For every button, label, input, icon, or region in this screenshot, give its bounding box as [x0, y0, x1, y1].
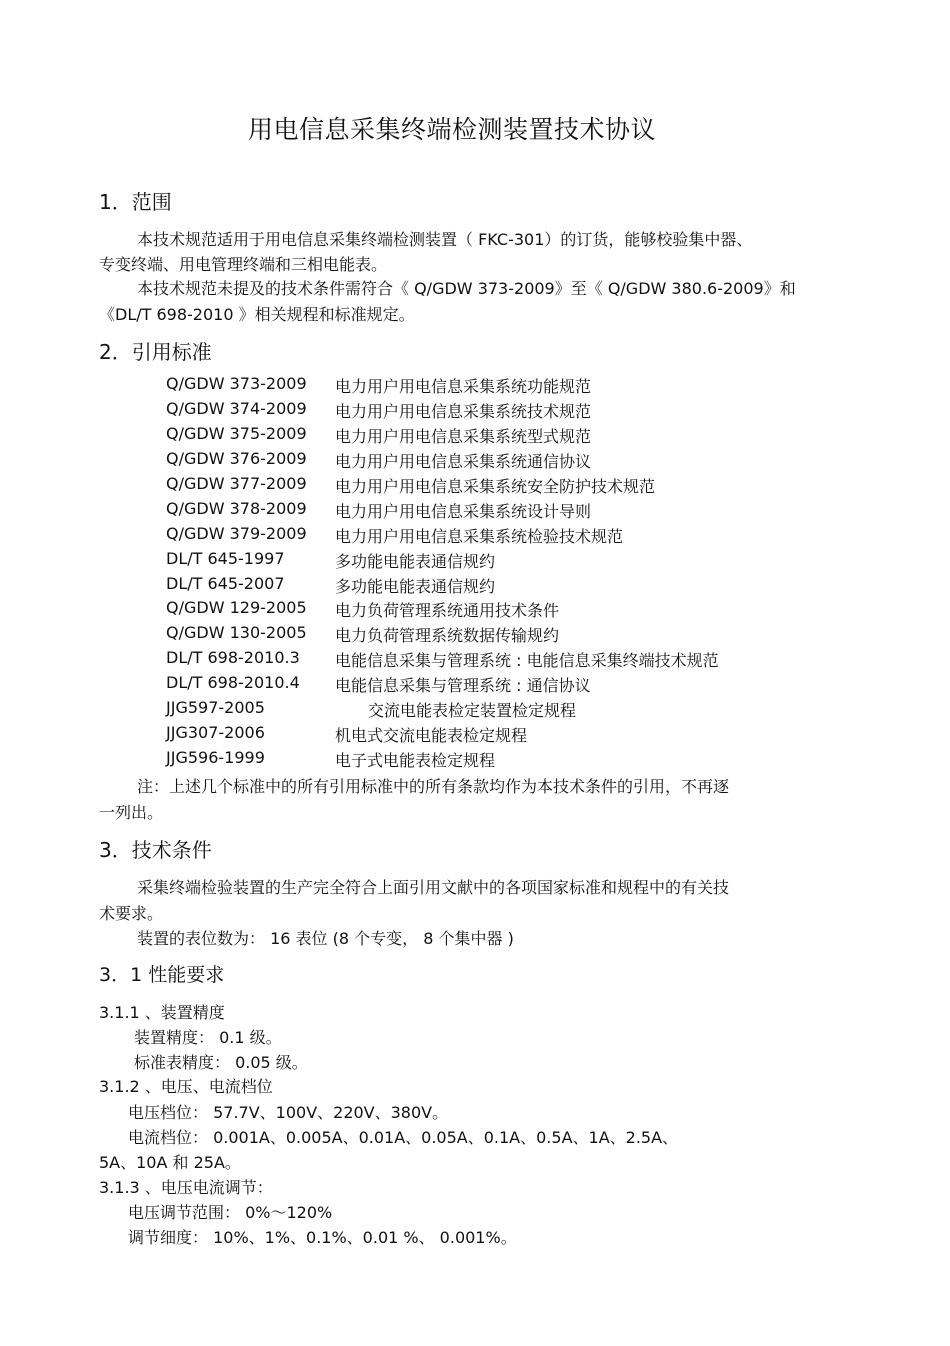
standard-code: Q/GDW 130-2005: [166, 623, 307, 643]
standard-name: 电力用户用电信息采集系统安全防护技术规范: [335, 476, 656, 496]
voltage-adjust-range-line: 电压调节范围： 0%～120%: [128, 1203, 333, 1222]
section-3-heading: 3．技术条件: [99, 838, 212, 862]
section-3-paragraph-1-line-2: 术要求。: [99, 904, 164, 923]
standard-code: Q/GDW 378-2009: [166, 498, 307, 518]
standard-meter-accuracy-line: 标准表精度： 0.05 级。: [134, 1053, 308, 1072]
current-ranges-line-2: 5A、10A 和 25A。: [99, 1153, 241, 1172]
standard-name: 电力用户用电信息采集系统通信协议: [335, 451, 592, 471]
adjust-resolution-line: 调节细度： 10%、1%、0.1%、0.01 %、 0.001%。: [128, 1228, 517, 1247]
standard-name: 电力用户用电信息采集系统设计导则: [335, 501, 592, 521]
standard-name: 电力负荷管理系统数据传输规约: [335, 626, 560, 646]
section-1-paragraph-1-line-1: 本技术规范适用于用电信息采集终端检测装置（ FKC-301）的订货，能够校验集中器、: [137, 230, 753, 249]
standard-name: 电能信息采集与管理系统 : 通信协议: [335, 676, 591, 696]
device-accuracy-line: 装置精度： 0.1 级。: [134, 1028, 282, 1047]
standard-code: JJG307-2006: [166, 723, 265, 743]
section-3-1-1-heading: 3.1.1 、装置精度: [99, 1003, 225, 1022]
standard-name: 电力用户用电信息采集系统技术规范: [335, 401, 592, 421]
section-1-paragraph-1-line-2: 专变终端、用电管理终端和三相电能表。: [99, 255, 388, 274]
standard-name: 电能信息采集与管理系统 : 电能信息采集终端技术规范: [335, 651, 719, 671]
standard-name: 电力用户用电信息采集系统功能规范: [335, 377, 592, 396]
section-2-heading: 2．引用标准: [99, 340, 212, 364]
standard-code: Q/GDW 377-2009: [166, 473, 307, 493]
standard-name: 交流电能表检定装置检定规程: [368, 701, 577, 721]
standard-code: Q/GDW 375-2009: [166, 423, 307, 443]
section-2-note-line-1: 注：上述几个标准中的所有引用标准中的所有条款均作为本技术条件的引用，不再逐: [137, 777, 730, 796]
voltage-ranges-line: 电压档位： 57.7V、100V、220V、380V。: [128, 1103, 449, 1122]
standard-code: Q/GDW 129-2005: [166, 598, 307, 618]
standard-name: 多功能电能表通信规约: [335, 551, 496, 571]
section-1-heading: 1．范围: [99, 190, 172, 214]
section-2-note-line-2: 一列出。: [99, 803, 164, 822]
standard-code: Q/GDW 374-2009: [166, 398, 307, 418]
standard-name: 机电式交流电能表检定规程: [335, 726, 528, 746]
standard-code: JJG597-2005: [166, 698, 265, 718]
standard-code: DL/T 698-2010.4: [166, 673, 300, 693]
standard-code: JJG596-1999: [166, 748, 265, 768]
standard-code: DL/T 698-2010.3: [166, 648, 300, 668]
section-3-paragraph-2: 装置的表位数为： 16 表位 (8 个专变， 8 个集中器 ): [137, 929, 514, 948]
section-3-1-2-heading: 3.1.2 、电压、电流档位: [99, 1077, 273, 1096]
section-3-1-3-heading: 3.1.3 、电压电流调节：: [99, 1178, 273, 1197]
section-1-paragraph-2-line-2: 《DL/T 698-2010 》相关规程和标准规定。: [99, 305, 415, 324]
standard-code: Q/GDW 376-2009: [166, 448, 307, 468]
current-ranges-line-1: 电流档位： 0.001A、0.005A、0.01A、0.05A、0.1A、0.5A、1A、2.5A、: [128, 1128, 679, 1147]
standard-name: 电子式电能表检定规程: [335, 751, 496, 771]
section-3-1-heading: 3．1 性能要求: [99, 964, 225, 986]
standard-code: DL/T 645-1997: [166, 548, 285, 568]
standard-name: 多功能电能表通信规约: [335, 576, 496, 596]
standard-name: 电力负荷管理系统通用技术条件: [335, 601, 560, 621]
standard-name: 电力用户用电信息采集系统检验技术规范: [335, 526, 624, 546]
standard-code: Q/GDW 379-2009: [166, 523, 307, 543]
standard-code: Q/GDW 373-2009: [166, 374, 307, 393]
section-3-paragraph-1-line-1: 采集终端检验装置的生产完全符合上面引用文献中的各项国家标准和规程中的有关技: [137, 878, 730, 897]
page-title: 用电信息采集终端检测装置技术协议: [248, 115, 657, 144]
standard-code: DL/T 645-2007: [166, 573, 285, 593]
standard-name: 电力用户用电信息采集系统型式规范: [335, 426, 592, 446]
section-1-paragraph-2-line-1: 本技术规范未提及的技术条件需符合《 Q/GDW 373-2009》至《 Q/GDW 380.6-2009》和: [137, 279, 796, 298]
